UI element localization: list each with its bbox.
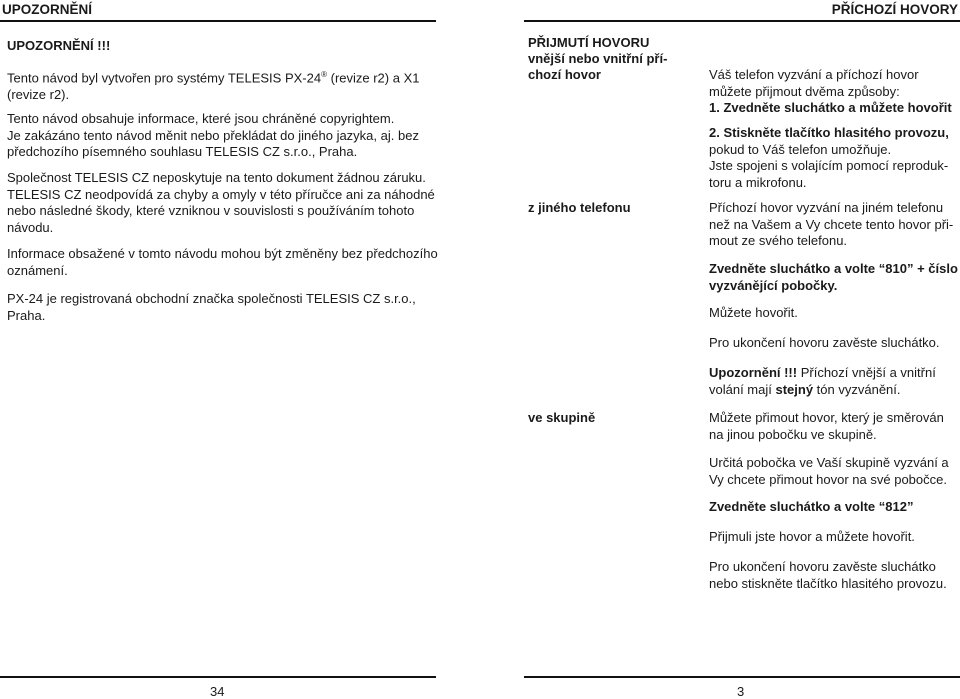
label-incoming-call: PŘIJMUTÍ HOVORU vnější nebo vnitřní pří- chozí hovor [528,35,668,82]
label-in-group: ve skupině [528,410,596,425]
text-warning-same-tone: Upozornění !!! Příchozí vnější a vnitřní volání mají stejný tón vyzvánění. [709,365,936,397]
text-answered: Přijmuli jste hovor a můžete hovořit. [709,529,915,544]
instruction-dial-812: Zvedněte sluchátko a volte “812” [709,499,914,514]
page-number-left: 34 [210,684,225,699]
header-rule-right [524,20,960,22]
text-other-phone: Příchozí hovor vyzvání na jiném telefonu než na Vašem a Vy chcete tento hovor při- mout ze svého telefonu. [709,200,954,248]
label-from-other-phone: z jiného telefonu [528,200,631,215]
paragraph-version: Tento návod byl vytvořen pro systémy TELESIS PX-24® (revize r2) a X1 (revize r2). [7,70,420,102]
registered-mark: ® [321,70,327,79]
header-right: PŘÍCHOZÍ HOVORY [831,2,958,17]
option-speaker-button: 2. Stiskněte tlačítko hlasitého provozu, [709,125,949,140]
warning-heading: UPOZORNĚNÍ !!! [7,38,111,53]
text-speaker-option: 2. Stiskněte tlačítko hlasitého provozu, pokud to Váš telefon umožňuje. Jste spojeni s volajícím pomocí reproduk- toru a mikrofonu. [709,125,949,190]
paragraph-copyright: Tento návod obsahuje informace, které jsou chráněné copyrightem. Je zakázáno tento návod měnit nebo překládat do jiného jazyka, aj. bez předchozího písemného souhlasu TELESIS CZ s.r.o., Praha. [7,111,419,159]
header-left: UPOZORNĚNÍ [2,2,93,17]
paragraph-warranty: Společnost TELESIS CZ neposkytuje na tento dokument žádnou záruku. TELESIS CZ neodpovídá za chyby a omyly v této příručce ani za náhodné nebo následné škody, které vzniknou v souvislosti s používáním tohoto návodu. [7,170,435,235]
text-can-talk: Můžete hovořit. [709,305,798,320]
instruction-dial-810: Zvedněte sluchátko a volte “810” + číslo vyzvánějící pobočky. [709,261,958,293]
option-lift-handset: 1. Zvedněte sluchátko a můžete hovořit [709,100,952,115]
footer-rule-right [524,676,960,678]
footer-rule-left [0,676,436,678]
header-rule-left [0,20,436,22]
text-group-ringing: Určitá pobočka ve Vaší skupině vyzvání a Vy chcete přimout hovor na své pobočce. [709,455,949,487]
page-number-right: 3 [737,684,745,699]
text-ring-options: Váš telefon vyzvání a příchozí hovor můžete přijmout dvěma způsoby: 1. Zvedněte sluchátko a můžete hovořit [709,67,952,115]
text-hang-up: Pro ukončení hovoru zavěste sluchátko. [709,335,940,350]
paragraph-trademark: PX-24 je registrovaná obchodní značka společnosti TELESIS CZ s.r.o., Praha. [7,291,416,323]
text-end-call: Pro ukončení hovoru zavěste sluchátko nebo stiskněte tlačítko hlasitého provozu. [709,559,947,591]
text-group-pickup: Můžete přimout hovor, který je směrován na jinou pobočku ve skupině. [709,410,944,442]
paragraph-changes: Informace obsažené v tomto návodu mohou být změněny bez předchozího oznámení. [7,246,438,278]
